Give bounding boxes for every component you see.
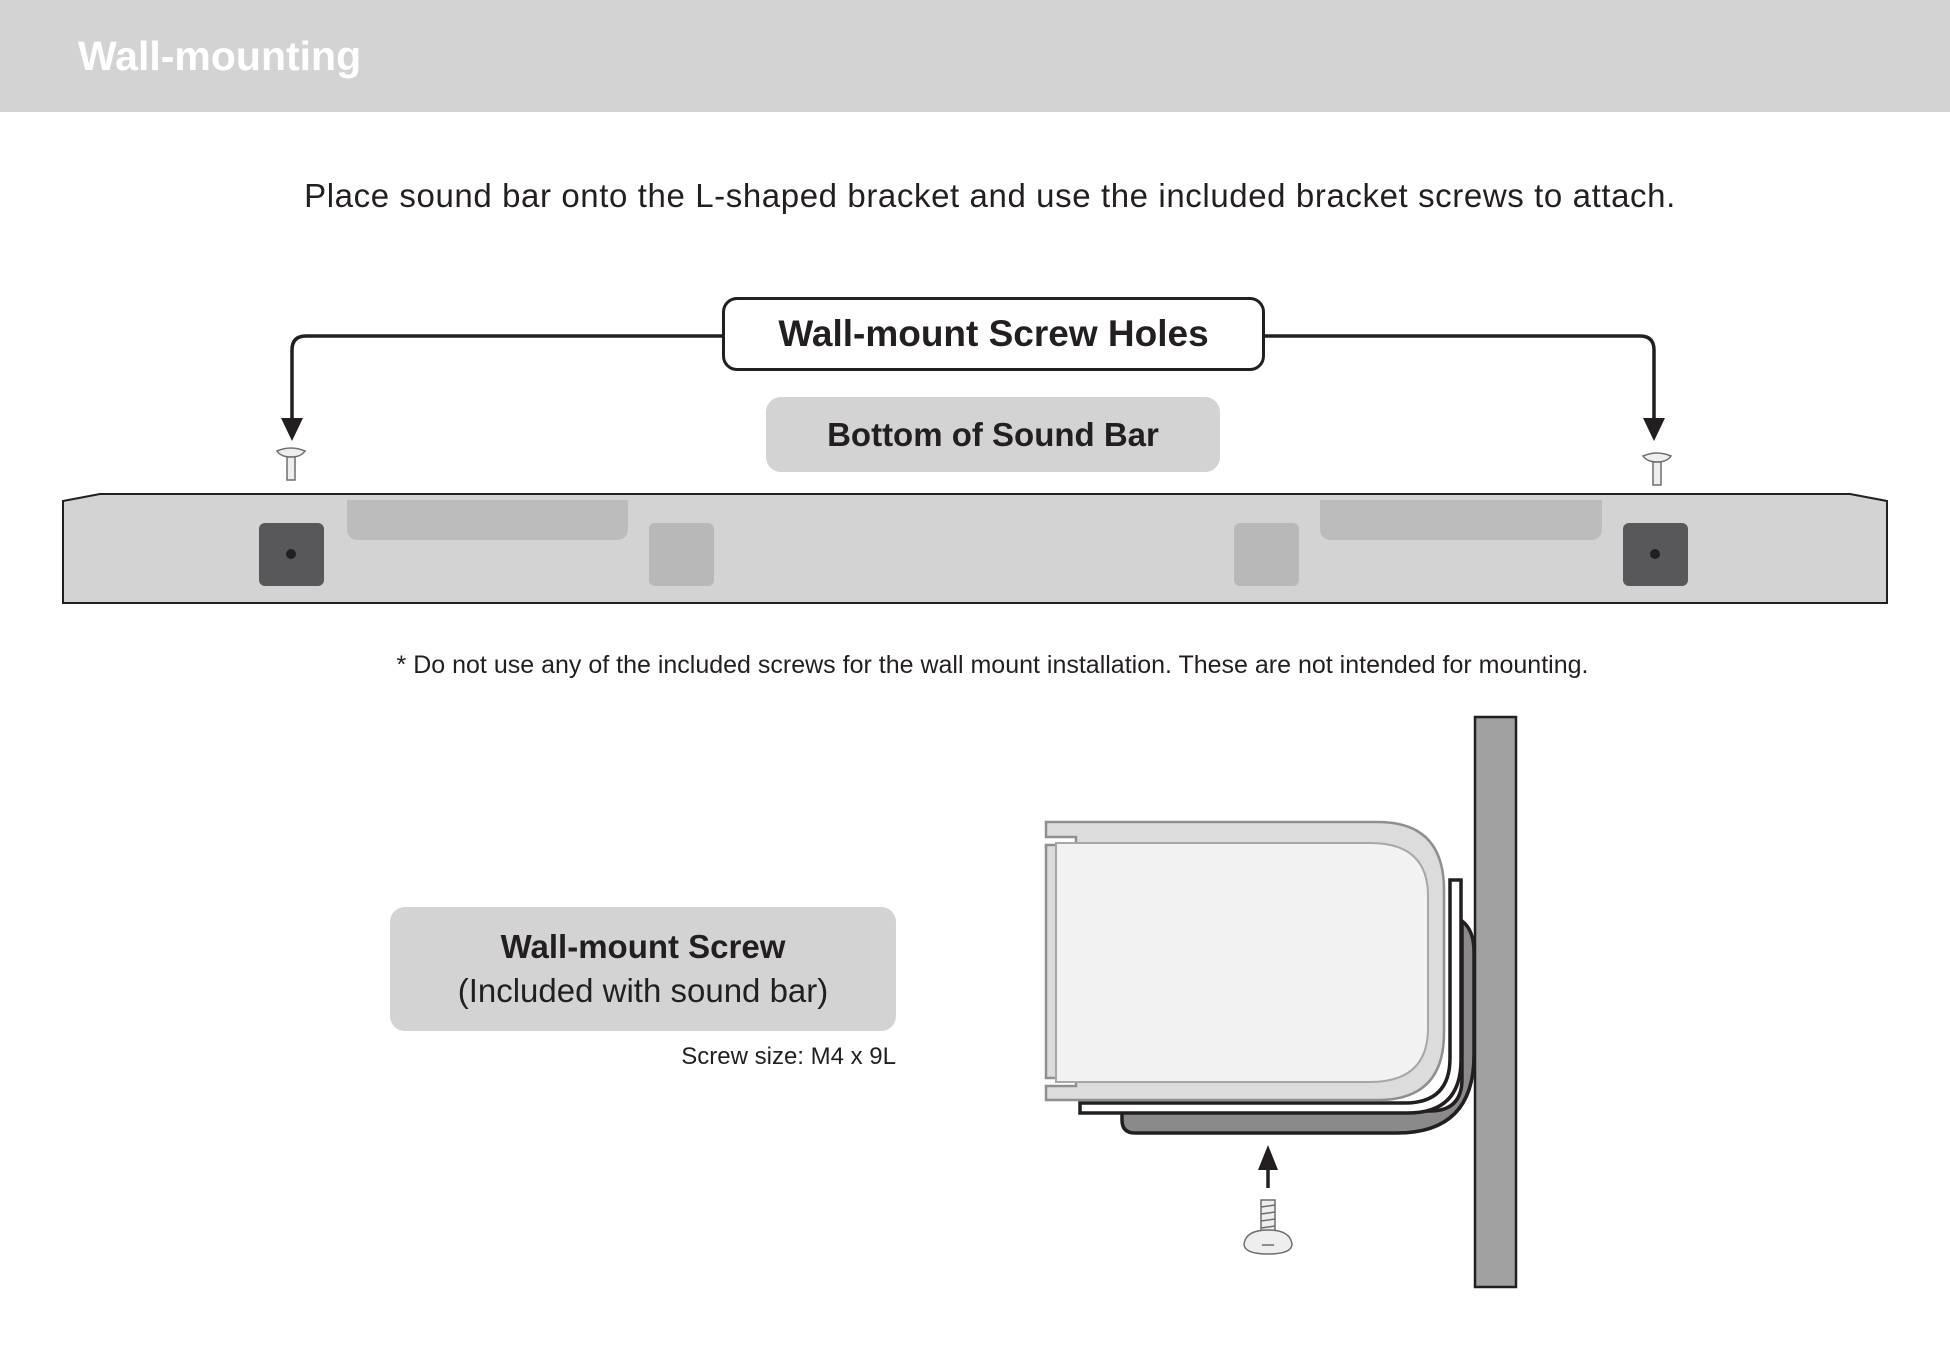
label-bottom-of-bar: Bottom of Sound Bar [766, 397, 1220, 472]
instruction-text: Place sound bar onto the L-shaped bracket and use the included bracket screws to attach. [304, 177, 1676, 214]
screw-icon [277, 448, 305, 480]
callout-screw-holes: Wall-mount Screw Holes [722, 297, 1265, 371]
screw-size-text: Screw size: M4 x 9L [681, 1043, 896, 1070]
foot-pad [1234, 523, 1299, 586]
screw-label-subtitle: (Included with sound bar) [457, 972, 829, 1009]
screw-icon [1244, 1200, 1292, 1254]
warning-note: * Do not use any of the included screws for the wall mount installation. These are not intended for mounting. [396, 651, 1589, 679]
arrow-down-icon [281, 418, 303, 441]
wall-icon [1475, 717, 1516, 1287]
page-title: Wall-mounting [78, 33, 362, 79]
screw-label-title: Wall-mount Screw [500, 928, 786, 965]
arrow-up-icon [1258, 1145, 1278, 1170]
screw-label-box [390, 907, 896, 1031]
sound-bar-bottom [63, 494, 1887, 603]
screw-icon [1643, 453, 1671, 485]
callout-line-left [292, 336, 722, 425]
sound-bar-side [1046, 822, 1444, 1100]
callout-line-right [1265, 336, 1654, 425]
foot-pad [649, 523, 714, 586]
arrow-down-icon [1643, 418, 1665, 441]
